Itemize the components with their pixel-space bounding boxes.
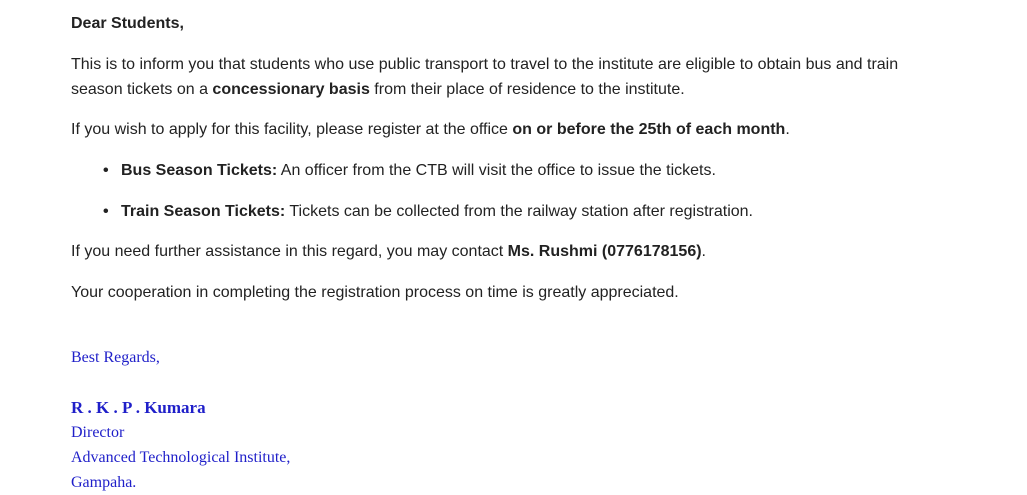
- signature-block: [71, 395, 290, 495]
- list-item-text: An officer from the CTB will visit the office to issue the tickets.: [277, 162, 716, 179]
- bullet-icon: •: [103, 203, 109, 220]
- paragraph-text: .: [701, 243, 706, 260]
- list-item-title: Train Season Tickets:: [121, 203, 286, 220]
- contact-person: Ms. Rushmi (0776178156): [507, 243, 702, 260]
- list-item-text: Tickets can be collected from the railway station after registration.: [285, 203, 753, 220]
- list-item-bus: [71, 158, 941, 183]
- list-item-title: Bus Season Tickets:: [121, 162, 278, 179]
- paragraph-eligibility: [71, 52, 941, 102]
- paragraph-text: from their place of residence to the institute.: [369, 81, 685, 98]
- emphasis-deadline: on or before the 25th of each month: [512, 121, 786, 138]
- list-item-train: [71, 199, 941, 224]
- signature-name: R . K . P . Kumara: [71, 398, 206, 417]
- signature-title: Director: [71, 424, 125, 441]
- paragraph-closing: Your cooperation in completing the registration process on time is greatly appreciated.: [71, 284, 679, 301]
- paragraph-text: If you need further assistance in this regard, you may contact: [71, 243, 508, 260]
- emphasis-concessionary: concessionary basis: [212, 81, 370, 98]
- paragraph-registration: [71, 117, 941, 142]
- signature-organization: Advanced Technological Institute,: [71, 449, 291, 466]
- paragraph-contact: [71, 239, 941, 264]
- bullet-icon: •: [103, 162, 109, 179]
- signature-regards: Best Regards,: [71, 349, 160, 366]
- paragraph-text: If you wish to apply for this facility, please register at the office: [71, 121, 513, 138]
- paragraph-text: This is to inform you that students who use public transport to travel to the institute are eligible to obtain bus and train season tickets on a: [71, 56, 899, 98]
- paragraph-text: .: [785, 121, 790, 138]
- greeting: Dear Students,: [71, 15, 184, 32]
- ticket-list: [71, 158, 941, 240]
- signature-city: Gampaha.: [71, 474, 137, 491]
